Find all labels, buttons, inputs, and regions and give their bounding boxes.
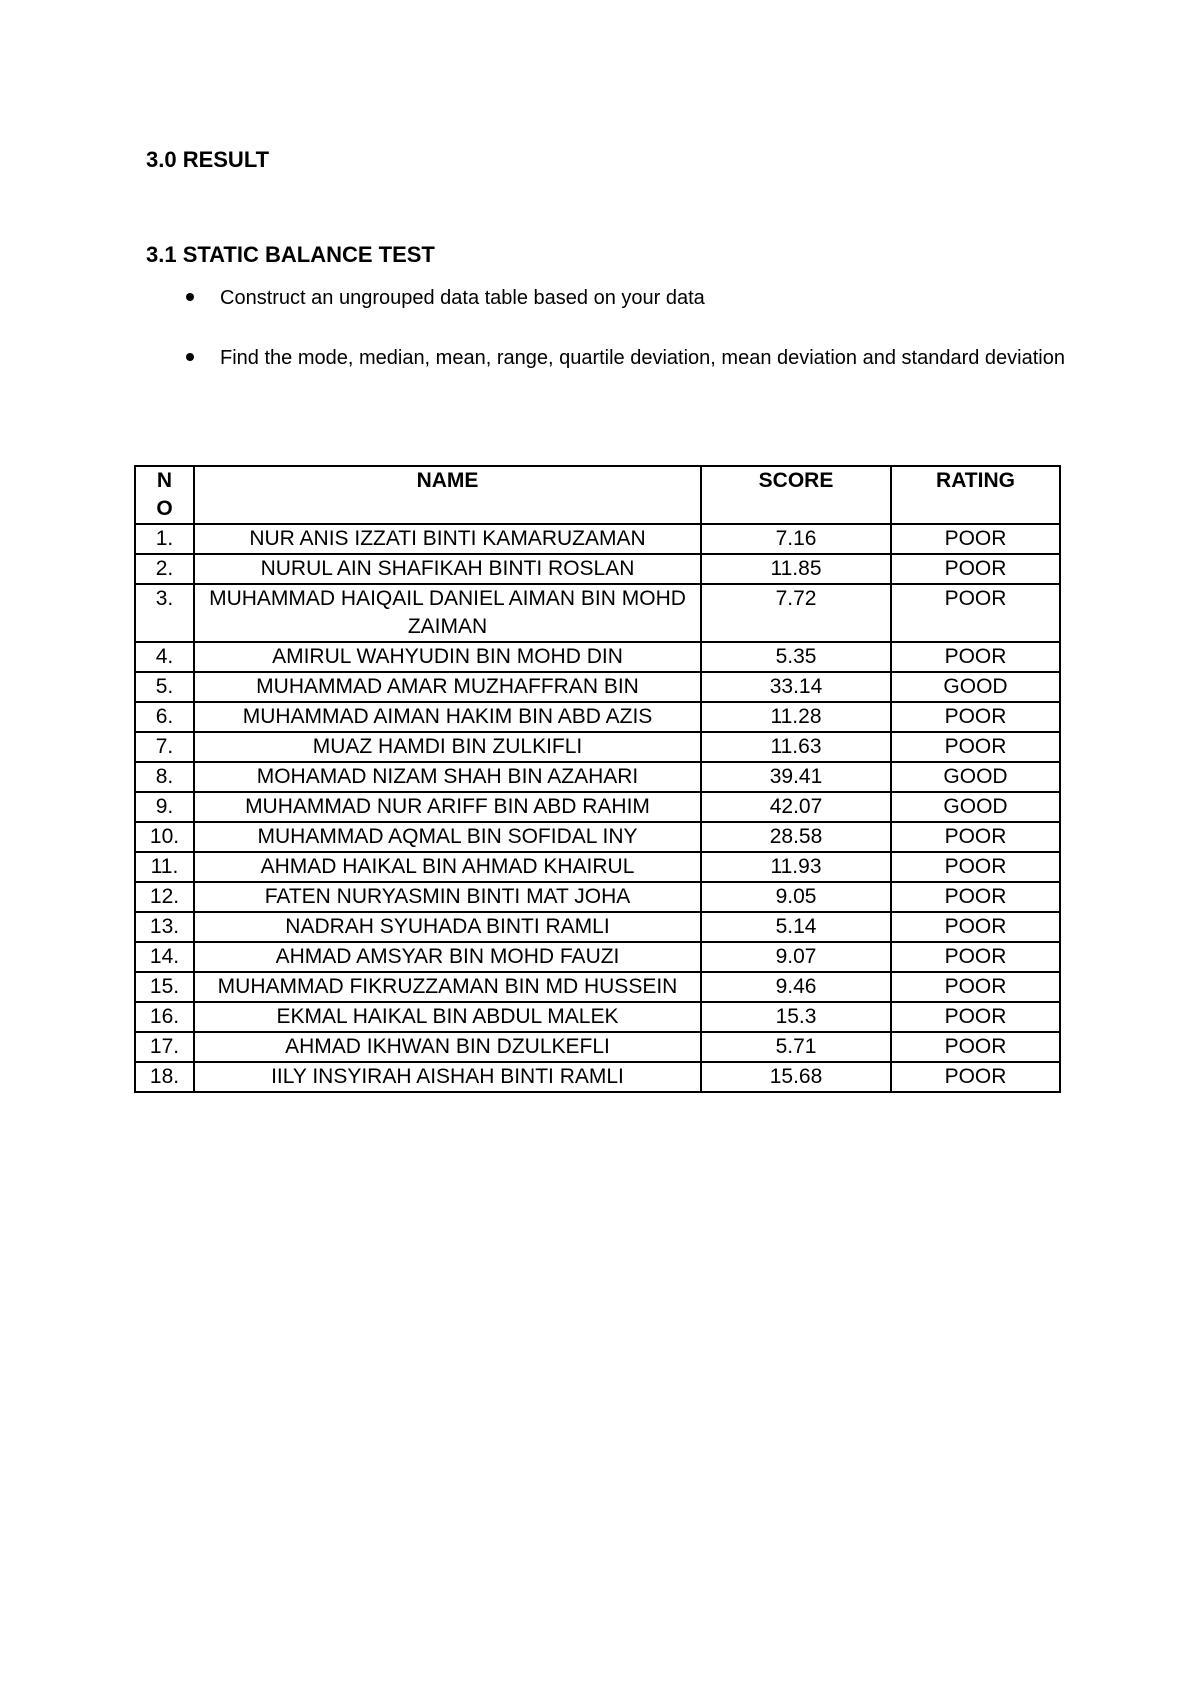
student-name-cell: NADRAH SYUHADA BINTI RAMLI	[194, 912, 701, 942]
rating-cell: POOR	[891, 732, 1060, 762]
student-name-cell: NUR ANIS IZZATI BINTI KAMARUZAMAN	[194, 524, 701, 554]
row-number-cell: 18.	[135, 1062, 194, 1092]
rating-cell: POOR	[891, 702, 1060, 732]
student-name-cell: MUHAMMAD AIMAN HAKIM BIN ABD AZIS	[194, 702, 701, 732]
score-cell: 9.05	[701, 882, 891, 912]
row-number-cell: 8.	[135, 762, 194, 792]
rating-cell: POOR	[891, 1002, 1060, 1032]
table-row	[135, 1032, 1060, 1062]
bullet-icon	[186, 293, 194, 301]
score-cell: 5.71	[701, 1032, 891, 1062]
student-name-cell: MUHAMMAD HAIQAIL DANIEL AIMAN BIN MOHD ZAIMAN	[194, 584, 701, 642]
header-score: SCORE	[701, 466, 891, 524]
header-no-line2: O	[156, 497, 173, 520]
row-number-cell: 5.	[135, 672, 194, 702]
score-cell: 5.35	[701, 642, 891, 672]
table-row	[135, 732, 1060, 762]
instruction-text: Find the mode, median, mean, range, quartile deviation, mean deviation and standard deviation	[220, 347, 1065, 369]
row-number-cell: 16.	[135, 1002, 194, 1032]
student-name-cell: AHMAD AMSYAR BIN MOHD FAUZI	[194, 942, 701, 972]
instruction-item	[146, 344, 1071, 372]
student-name-cell: MUHAMMAD FIKRUZZAMAN BIN MD HUSSEIN	[194, 972, 701, 1002]
row-number-cell: 10.	[135, 822, 194, 852]
score-cell: 7.72	[701, 584, 891, 642]
student-name-cell: MOHAMAD NIZAM SHAH BIN AZAHARI	[194, 762, 701, 792]
table-row	[135, 972, 1060, 1002]
rating-cell: POOR	[891, 1032, 1060, 1062]
student-name-cell: AHMAD IKHWAN BIN DZULKEFLI	[194, 1032, 701, 1062]
row-number-cell: 17.	[135, 1032, 194, 1062]
instruction-text: Construct an ungrouped data table based on your data	[220, 287, 705, 309]
table-row	[135, 524, 1060, 554]
student-name-cell: MUHAMMAD NUR ARIFF BIN ABD RAHIM	[194, 792, 701, 822]
table-row	[135, 642, 1060, 672]
table-row	[135, 762, 1060, 792]
table-row	[135, 1002, 1060, 1032]
row-number-cell: 3.	[135, 584, 194, 642]
score-cell: 9.07	[701, 942, 891, 972]
static-balance-heading: 3.1 STATIC BALANCE TEST	[146, 242, 435, 267]
table-row	[135, 1062, 1060, 1092]
row-number-cell: 6.	[135, 702, 194, 732]
rating-cell: POOR	[891, 972, 1060, 1002]
results-table	[134, 465, 1061, 1093]
table-row	[135, 912, 1060, 942]
header-rating: RATING	[891, 466, 1060, 524]
row-number-cell: 15.	[135, 972, 194, 1002]
table-row	[135, 942, 1060, 972]
table-row	[135, 822, 1060, 852]
student-name-cell: MUHAMMAD AMAR MUZHAFFRAN BIN	[194, 672, 701, 702]
header-no-line1: N	[156, 469, 173, 492]
score-cell: 7.16	[701, 524, 891, 554]
score-cell: 11.63	[701, 732, 891, 762]
result-heading: 3.0 RESULT	[146, 147, 270, 172]
rating-cell: POOR	[891, 912, 1060, 942]
row-number-cell: 1.	[135, 524, 194, 554]
rating-cell: POOR	[891, 1062, 1060, 1092]
table-row	[135, 702, 1060, 732]
score-cell: 42.07	[701, 792, 891, 822]
bullet-icon	[186, 353, 194, 361]
student-name-cell: FATEN NURYASMIN BINTI MAT JOHA	[194, 882, 701, 912]
score-cell: 33.14	[701, 672, 891, 702]
rating-cell: POOR	[891, 942, 1060, 972]
rating-cell: POOR	[891, 882, 1060, 912]
score-cell: 9.46	[701, 972, 891, 1002]
row-number-cell: 4.	[135, 642, 194, 672]
table-row	[135, 792, 1060, 822]
rating-cell: POOR	[891, 822, 1060, 852]
rating-cell: POOR	[891, 584, 1060, 642]
rating-cell: POOR	[891, 524, 1060, 554]
student-name-cell: AMIRUL WAHYUDIN BIN MOHD DIN	[194, 642, 701, 672]
table-body	[135, 524, 1060, 1092]
table-row	[135, 852, 1060, 882]
rating-cell: POOR	[891, 642, 1060, 672]
row-number-cell: 14.	[135, 942, 194, 972]
rating-cell: GOOD	[891, 762, 1060, 792]
table-row	[135, 882, 1060, 912]
score-cell: 11.85	[701, 554, 891, 584]
instruction-list	[146, 284, 1071, 372]
table-row	[135, 554, 1060, 584]
score-cell: 5.14	[701, 912, 891, 942]
rating-cell: GOOD	[891, 672, 1060, 702]
table-row	[135, 672, 1060, 702]
header-no	[135, 466, 194, 524]
row-number-cell: 13.	[135, 912, 194, 942]
instruction-item	[146, 284, 1071, 312]
row-number-cell: 11.	[135, 852, 194, 882]
score-cell: 11.28	[701, 702, 891, 732]
score-cell: 39.41	[701, 762, 891, 792]
student-name-cell: IILY INSYIRAH AISHAH BINTI RAMLI	[194, 1062, 701, 1092]
student-name-cell: AHMAD HAIKAL BIN AHMAD KHAIRUL	[194, 852, 701, 882]
score-cell: 15.3	[701, 1002, 891, 1032]
score-cell: 15.68	[701, 1062, 891, 1092]
header-name: NAME	[194, 466, 701, 524]
score-cell: 28.58	[701, 822, 891, 852]
student-name-cell: MUHAMMAD AQMAL BIN SOFIDAL INY	[194, 822, 701, 852]
student-name-cell: NURUL AIN SHAFIKAH BINTI ROSLAN	[194, 554, 701, 584]
table-row	[135, 584, 1060, 642]
score-cell: 11.93	[701, 852, 891, 882]
rating-cell: POOR	[891, 554, 1060, 584]
row-number-cell: 9.	[135, 792, 194, 822]
row-number-cell: 7.	[135, 732, 194, 762]
row-number-cell: 12.	[135, 882, 194, 912]
student-name-cell: MUAZ HAMDI BIN ZULKIFLI	[194, 732, 701, 762]
rating-cell: GOOD	[891, 792, 1060, 822]
table-header-row	[135, 466, 1060, 524]
rating-cell: POOR	[891, 852, 1060, 882]
row-number-cell: 2.	[135, 554, 194, 584]
student-name-cell: EKMAL HAIKAL BIN ABDUL MALEK	[194, 1002, 701, 1032]
